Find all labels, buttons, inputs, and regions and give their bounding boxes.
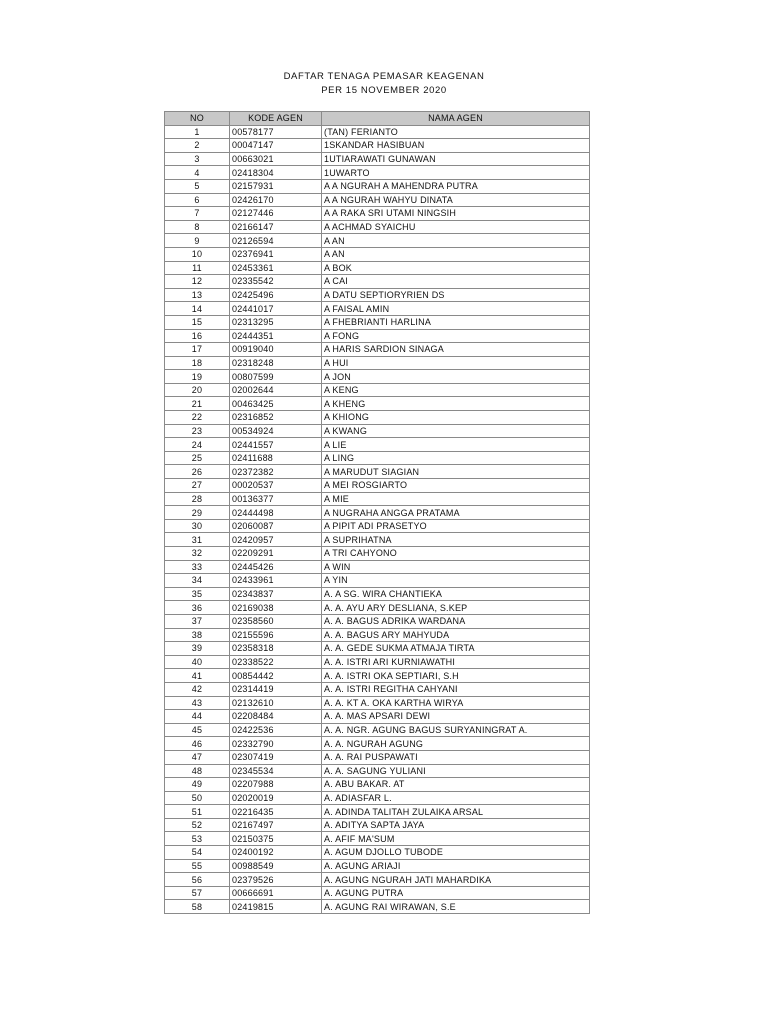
agent-code: 02453361 (230, 261, 322, 275)
table-row (165, 247, 590, 261)
agent-name: A HARIS SARDION SINAGA (322, 343, 590, 357)
document-subtitle: PER 15 NOVEMBER 2020 (321, 85, 447, 96)
agent-code: 02313295 (230, 315, 322, 329)
agent-code: 02400192 (230, 846, 322, 860)
row-number: 41 (165, 669, 230, 683)
agent-name: 1UWARTO (322, 166, 590, 180)
table-row (165, 873, 590, 887)
table-row (165, 587, 590, 601)
agent-code: 02307419 (230, 750, 322, 764)
table-row (165, 424, 590, 438)
table-row (165, 601, 590, 615)
agent-name: A. AGUM DJOLLO TUBODE (322, 846, 590, 860)
row-number: 18 (165, 356, 230, 370)
row-number: 53 (165, 832, 230, 846)
table-row (165, 166, 590, 180)
table-row (165, 614, 590, 628)
agent-name: A. A. ISTRI REGITHA CAHYANI (322, 682, 590, 696)
agent-name: A. AFIF MA'SUM (322, 832, 590, 846)
table-row (165, 506, 590, 520)
table-row (165, 370, 590, 384)
agent-code: 00047147 (230, 139, 322, 153)
table-row (165, 791, 590, 805)
row-number: 4 (165, 166, 230, 180)
agent-name: A. A. NGR. AGUNG BAGUS SURYANINGRAT A. (322, 723, 590, 737)
agent-code: 02372382 (230, 465, 322, 479)
agent-name: A. ADIASFAR L. (322, 791, 590, 805)
agent-name: A KWANG (322, 424, 590, 438)
agent-name: A YIN (322, 574, 590, 588)
table-row (165, 207, 590, 221)
row-number: 29 (165, 506, 230, 520)
table-row (165, 750, 590, 764)
table-row (165, 315, 590, 329)
agent-name: A. A. GEDE SUKMA ATMAJA TIRTA (322, 642, 590, 656)
agent-name: A. A. MAS APSARI DEWI (322, 710, 590, 724)
row-number: 10 (165, 247, 230, 261)
row-number: 33 (165, 560, 230, 574)
agent-code: 02411688 (230, 451, 322, 465)
table-row (165, 288, 590, 302)
table-row (165, 574, 590, 588)
table-body (165, 125, 590, 913)
row-number: 3 (165, 152, 230, 166)
row-number: 28 (165, 492, 230, 506)
agent-name: (TAN) FERIANTO (322, 125, 590, 139)
agent-code: 02441557 (230, 438, 322, 452)
table-row (165, 451, 590, 465)
row-number: 19 (165, 370, 230, 384)
row-number: 2 (165, 139, 230, 153)
header-nama-agen: NAMA AGEN (322, 112, 590, 126)
agent-code: 02420957 (230, 533, 322, 547)
agent-name: 1SKANDAR HASIBUAN (322, 139, 590, 153)
agent-code: 00807599 (230, 370, 322, 384)
agent-name: A. A. SAGUNG YULIANI (322, 764, 590, 778)
agent-name: A KHIONG (322, 411, 590, 425)
agent-code: 00020537 (230, 479, 322, 493)
agent-name: A KHENG (322, 397, 590, 411)
row-number: 27 (165, 479, 230, 493)
agent-name: A. A. BAGUS ADRIKA WARDANA (322, 614, 590, 628)
agent-code: 02207988 (230, 778, 322, 792)
agent-code: 02209291 (230, 547, 322, 561)
agent-code: 02208484 (230, 710, 322, 724)
table-row (165, 193, 590, 207)
table-row (165, 560, 590, 574)
agent-name: A. ADITYA SAPTA JAYA (322, 818, 590, 832)
table-row (165, 139, 590, 153)
row-number: 47 (165, 750, 230, 764)
agent-code: 02445426 (230, 560, 322, 574)
agent-code: 02444498 (230, 506, 322, 520)
agent-code: 02127446 (230, 207, 322, 221)
agent-name: A. AGUNG PUTRA (322, 886, 590, 900)
agent-code: 02345534 (230, 764, 322, 778)
row-number: 50 (165, 791, 230, 805)
agent-name: A A NGURAH WAHYU DINATA (322, 193, 590, 207)
table-row (165, 710, 590, 724)
agent-code: 00534924 (230, 424, 322, 438)
agent-code: 02358560 (230, 614, 322, 628)
row-number: 58 (165, 900, 230, 914)
agent-code: 02376941 (230, 247, 322, 261)
document-title: DAFTAR TENAGA PEMASAR KEAGENAN (283, 71, 485, 82)
agent-code: 02422536 (230, 723, 322, 737)
row-number: 36 (165, 601, 230, 615)
row-number: 5 (165, 179, 230, 193)
row-number: 14 (165, 302, 230, 316)
row-number: 34 (165, 574, 230, 588)
table-row (165, 832, 590, 846)
row-number: 6 (165, 193, 230, 207)
row-number: 31 (165, 533, 230, 547)
table-row (165, 805, 590, 819)
table-row (165, 533, 590, 547)
row-number: 21 (165, 397, 230, 411)
agent-code: 02216435 (230, 805, 322, 819)
table-row (165, 397, 590, 411)
table-row (165, 343, 590, 357)
agent-code: 02155596 (230, 628, 322, 642)
agent-name: A FHEBRIANTI HARLINA (322, 315, 590, 329)
row-number: 54 (165, 846, 230, 860)
document-header (0, 70, 768, 98)
table-row (165, 275, 590, 289)
table-row (165, 737, 590, 751)
row-number: 7 (165, 207, 230, 221)
row-number: 52 (165, 818, 230, 832)
row-number: 13 (165, 288, 230, 302)
table-row (165, 492, 590, 506)
row-number: 8 (165, 220, 230, 234)
agent-name: A. A. RAI PUSPAWATI (322, 750, 590, 764)
row-number: 22 (165, 411, 230, 425)
table-row (165, 682, 590, 696)
agent-name: A CAI (322, 275, 590, 289)
row-number: 49 (165, 778, 230, 792)
row-number: 20 (165, 383, 230, 397)
row-number: 56 (165, 873, 230, 887)
agent-name: A AN (322, 247, 590, 261)
agent-name: A MARUDUT SIAGIAN (322, 465, 590, 479)
row-number: 51 (165, 805, 230, 819)
agent-code: 02002644 (230, 383, 322, 397)
table-row (165, 859, 590, 873)
agent-code: 00854442 (230, 669, 322, 683)
agent-code: 02020019 (230, 791, 322, 805)
row-number: 44 (165, 710, 230, 724)
agent-name: A. A. NGURAH AGUNG (322, 737, 590, 751)
table-row (165, 356, 590, 370)
agent-code: 02169038 (230, 601, 322, 615)
table-row (165, 329, 590, 343)
row-number: 57 (165, 886, 230, 900)
table-row (165, 669, 590, 683)
row-number: 25 (165, 451, 230, 465)
table-row (165, 234, 590, 248)
row-number: 15 (165, 315, 230, 329)
table-row (165, 125, 590, 139)
agent-code: 00988549 (230, 859, 322, 873)
row-number: 39 (165, 642, 230, 656)
agent-code: 02441017 (230, 302, 322, 316)
row-number: 24 (165, 438, 230, 452)
agent-code: 02343837 (230, 587, 322, 601)
agent-code: 00578177 (230, 125, 322, 139)
agent-name: A PIPIT ADI PRASETYO (322, 519, 590, 533)
row-number: 17 (165, 343, 230, 357)
table-row (165, 261, 590, 275)
agent-code: 02425496 (230, 288, 322, 302)
agent-name: A. A. BAGUS ARY MAHYUDA (322, 628, 590, 642)
row-number: 48 (165, 764, 230, 778)
agent-name: A BOK (322, 261, 590, 275)
agent-name: A A NGURAH A MAHENDRA PUTRA (322, 179, 590, 193)
agent-code: 02444351 (230, 329, 322, 343)
agent-name: A MEI ROSGIARTO (322, 479, 590, 493)
agent-code: 00663021 (230, 152, 322, 166)
agent-name: A. A. ISTRI ARI KURNIAWATHI (322, 655, 590, 669)
agent-code: 02433961 (230, 574, 322, 588)
table-row (165, 818, 590, 832)
table-row (165, 179, 590, 193)
agent-name: A AN (322, 234, 590, 248)
agent-name: A DATU SEPTIORYRIEN DS (322, 288, 590, 302)
agent-name: A FONG (322, 329, 590, 343)
agent-code: 02358318 (230, 642, 322, 656)
agent-name: A WIN (322, 560, 590, 574)
agent-name: A. AGUNG NGURAH JATI MAHARDIKA (322, 873, 590, 887)
row-number: 43 (165, 696, 230, 710)
row-number: 16 (165, 329, 230, 343)
table-row (165, 696, 590, 710)
agent-name: A LING (322, 451, 590, 465)
table-row (165, 846, 590, 860)
agent-code: 02335542 (230, 275, 322, 289)
row-number: 26 (165, 465, 230, 479)
agent-name: A. AGUNG ARIAJI (322, 859, 590, 873)
agent-code: 00666691 (230, 886, 322, 900)
row-number: 38 (165, 628, 230, 642)
agent-code: 02167497 (230, 818, 322, 832)
table-row (165, 723, 590, 737)
row-number: 46 (165, 737, 230, 751)
agent-code: 02318248 (230, 356, 322, 370)
table-row (165, 438, 590, 452)
table-row (165, 628, 590, 642)
agent-code: 02418304 (230, 166, 322, 180)
agent-name: A. A SG. WIRA CHANTIEKA (322, 587, 590, 601)
header-no: NO (165, 112, 230, 126)
agent-name: A ACHMAD SYAICHU (322, 220, 590, 234)
agent-name: A KENG (322, 383, 590, 397)
table-row (165, 411, 590, 425)
agent-name: A MIE (322, 492, 590, 506)
agent-code: 02332790 (230, 737, 322, 751)
table-row (165, 778, 590, 792)
row-number: 32 (165, 547, 230, 561)
agent-code: 02379526 (230, 873, 322, 887)
agent-name: A FAISAL AMIN (322, 302, 590, 316)
agent-code: 02419815 (230, 900, 322, 914)
agent-name: A. ABU BAKAR. AT (322, 778, 590, 792)
agent-name: A A RAKA SRI UTAMI NINGSIH (322, 207, 590, 221)
agent-name: A. A. KT A. OKA KARTHA WIRYA (322, 696, 590, 710)
agent-name: A NUGRAHA ANGGA PRATAMA (322, 506, 590, 520)
agent-code: 02157931 (230, 179, 322, 193)
agent-name: A TRI CAHYONO (322, 547, 590, 561)
table-row (165, 764, 590, 778)
table-row (165, 519, 590, 533)
agent-name: A. ADINDA TALITAH ZULAIKA ARSAL (322, 805, 590, 819)
agent-code: 02126594 (230, 234, 322, 248)
row-number: 35 (165, 587, 230, 601)
agent-code: 02150375 (230, 832, 322, 846)
agent-name: A HUI (322, 356, 590, 370)
agent-code: 00136377 (230, 492, 322, 506)
table-row (165, 479, 590, 493)
row-number: 55 (165, 859, 230, 873)
row-number: 42 (165, 682, 230, 696)
table-row (165, 547, 590, 561)
table-row (165, 642, 590, 656)
agent-code: 00919040 (230, 343, 322, 357)
row-number: 23 (165, 424, 230, 438)
row-number: 1 (165, 125, 230, 139)
table-header-row (165, 112, 590, 126)
table-row (165, 900, 590, 914)
agent-name: A JON (322, 370, 590, 384)
agent-name: 1UTIARAWATI GUNAWAN (322, 152, 590, 166)
agent-code: 02426170 (230, 193, 322, 207)
table-row (165, 383, 590, 397)
agent-code: 02166147 (230, 220, 322, 234)
table-row (165, 655, 590, 669)
row-number: 11 (165, 261, 230, 275)
row-number: 37 (165, 614, 230, 628)
agent-name: A. A. ISTRI OKA SEPTIARI, S.H (322, 669, 590, 683)
agent-name: A. AGUNG RAI WIRAWAN, S.E (322, 900, 590, 914)
table-row (165, 302, 590, 316)
agent-name: A SUPRIHATNA (322, 533, 590, 547)
table-row (165, 886, 590, 900)
agent-code: 02338522 (230, 655, 322, 669)
row-number: 30 (165, 519, 230, 533)
agent-name: A. A. AYU ARY DESLIANA, S.KEP (322, 601, 590, 615)
agent-name: A LIE (322, 438, 590, 452)
table-row (165, 220, 590, 234)
agent-code: 02316852 (230, 411, 322, 425)
table-row (165, 152, 590, 166)
agent-code: 02314419 (230, 682, 322, 696)
row-number: 12 (165, 275, 230, 289)
agent-code: 02132610 (230, 696, 322, 710)
agent-code: 02060087 (230, 519, 322, 533)
agent-code: 00463425 (230, 397, 322, 411)
header-kode-agen: KODE AGEN (230, 112, 322, 126)
agent-table (164, 111, 590, 914)
row-number: 45 (165, 723, 230, 737)
row-number: 9 (165, 234, 230, 248)
row-number: 40 (165, 655, 230, 669)
table-row (165, 465, 590, 479)
